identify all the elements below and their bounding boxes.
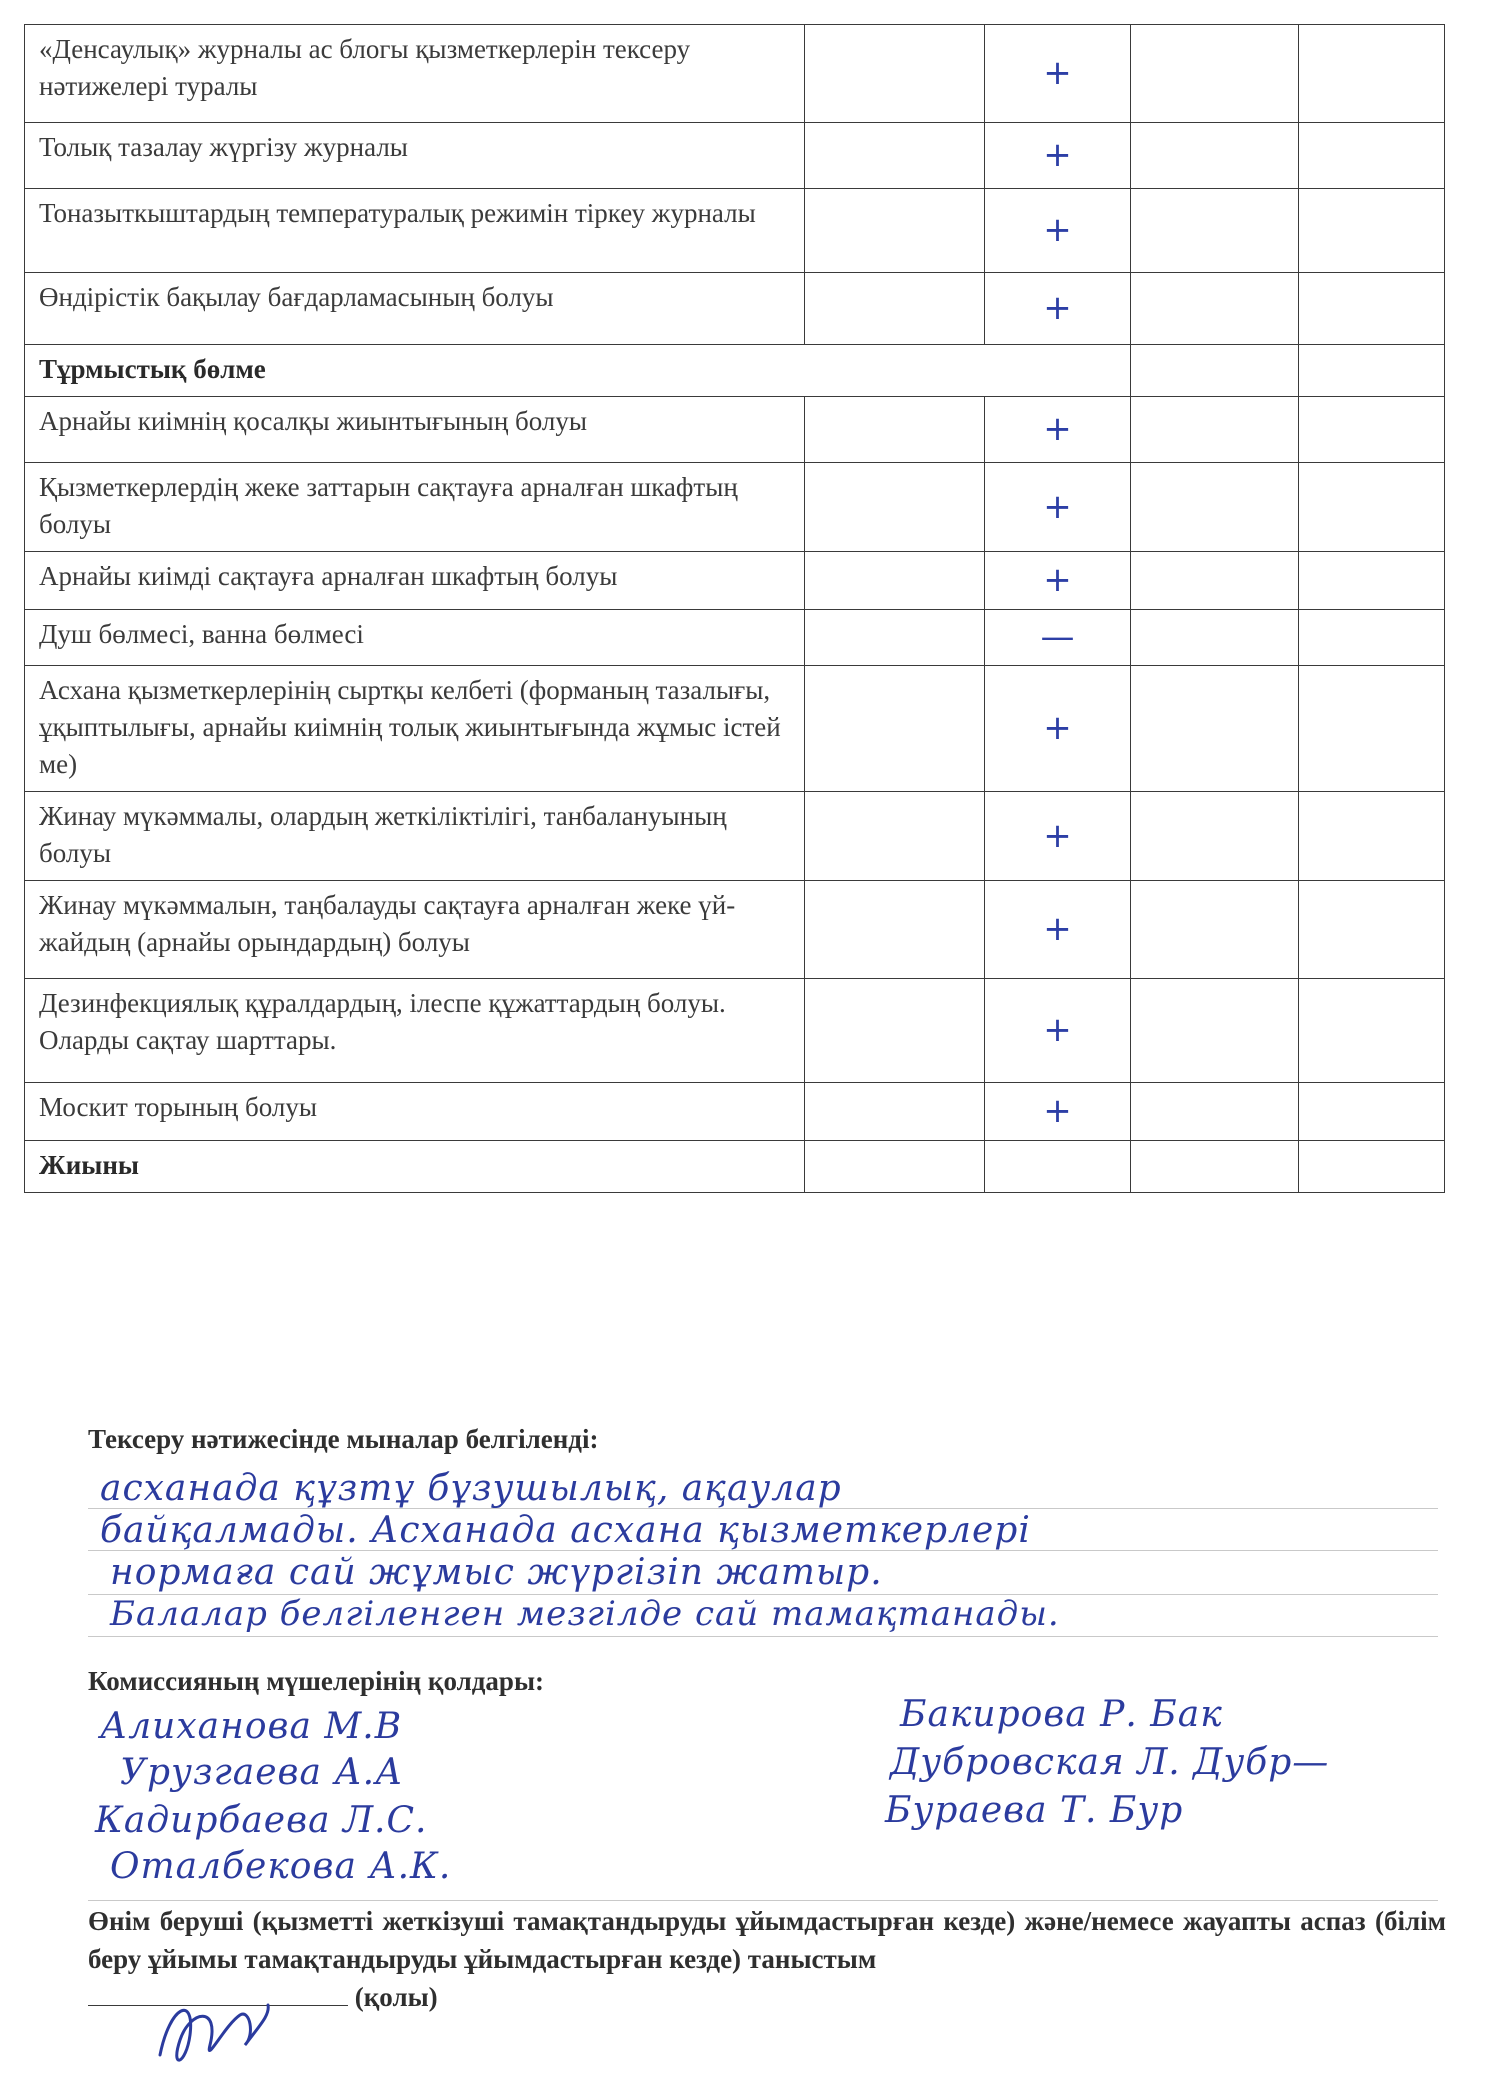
member-signature: Бакирова Р. Бак — [900, 1694, 1223, 1735]
acknowledgement-text — [88, 1902, 1446, 2016]
member-signature: Дубровская Л. Дубр— — [890, 1742, 1330, 1783]
item-label: Толық тазалау жүргізу журналы — [25, 123, 805, 189]
section-label: Тұрмыстық бөлме — [25, 345, 1131, 397]
item-label: Өндірістік бақылау бағдарламасының болуы — [25, 273, 805, 345]
members-title: Комиссияның мүшелерінің қолдары: — [88, 1666, 545, 1696]
empty-cell — [1299, 1083, 1445, 1141]
table-row — [25, 979, 1445, 1083]
empty-cell — [1131, 1083, 1299, 1141]
item-label: Тоназыткыштардың температуралық режимін тіркеу журналы — [25, 189, 805, 273]
check-mark: + — [985, 25, 1131, 123]
empty-cell — [1131, 792, 1299, 881]
item-label: Жинау мүкәммалы, олардың жеткіліктілігі, танбалануының болуы — [25, 792, 805, 881]
empty-cell — [805, 881, 985, 979]
checklist-table — [24, 24, 1445, 1193]
empty-cell — [1131, 1141, 1299, 1193]
check-mark: + — [985, 463, 1131, 552]
handwritten-finding-line: нормаға сай жұмыс жүргізіп жатыр. — [110, 1552, 883, 1593]
empty-cell — [1299, 1141, 1445, 1193]
total-row — [25, 1141, 1445, 1193]
empty-cell — [1299, 345, 1445, 397]
total-label: Жиыны — [25, 1141, 805, 1193]
signature-label: (қолы) — [354, 1982, 438, 2012]
empty-cell — [1299, 610, 1445, 666]
table-row — [25, 189, 1445, 273]
table-row — [25, 273, 1445, 345]
section-row — [25, 345, 1445, 397]
empty-cell — [805, 1083, 985, 1141]
empty-cell — [805, 123, 985, 189]
handwritten-finding-line: асханада құзтұ бұзушылық, ақаулар — [100, 1468, 842, 1509]
item-label: Арнайы киімнің қосалқы жиынтығының болуы — [25, 397, 805, 463]
check-mark: + — [985, 979, 1131, 1083]
member-signature: Алиханова М.В — [100, 1706, 403, 1747]
member-signature: Кадирбаева Л.С. — [95, 1800, 428, 1841]
empty-cell — [1131, 397, 1299, 463]
check-mark: + — [985, 273, 1131, 345]
empty-cell — [1299, 189, 1445, 273]
empty-cell — [805, 666, 985, 792]
member-signature: Бураева Т. Бур — [885, 1790, 1184, 1831]
empty-cell — [1299, 979, 1445, 1083]
empty-cell — [1131, 123, 1299, 189]
check-mark: + — [985, 397, 1131, 463]
table-row — [25, 397, 1445, 463]
empty-cell — [1299, 463, 1445, 552]
check-mark: + — [985, 666, 1131, 792]
check-mark: + — [985, 123, 1131, 189]
table-row — [25, 610, 1445, 666]
table-row — [25, 463, 1445, 552]
empty-cell — [805, 610, 985, 666]
item-label: Қызметкерлердің жеке заттарын сақтауға арналған шкафтың болуы — [25, 463, 805, 552]
member-signature: Урузгаева А.А — [120, 1752, 404, 1793]
item-label: Жинау мүкәммалын, таңбалауды сақтауға арналған жеке үй-жайдың (арнайы орындардың) болуы — [25, 881, 805, 979]
check-mark: — — [985, 610, 1131, 666]
table-row — [25, 552, 1445, 610]
acknowledgement-body: Өнім беруші (қызметті жеткізуші тамақтандыруды ұйымдастырған кезде) және/немесе жауапты аспаз (білім беру ұйымы тамақтандыруды ұйымдастырған кезде) таныстым — [88, 1906, 1446, 1974]
empty-cell — [1131, 610, 1299, 666]
item-label: Асхана қызметкерлерінің сыртқы келбеті (форманың тазалығы, ұқыптылығы, арнайы киімнің толық жиынтығында жұмыс істей ме) — [25, 666, 805, 792]
empty-cell — [805, 552, 985, 610]
check-mark — [985, 1141, 1131, 1193]
empty-cell — [1299, 25, 1445, 123]
empty-cell — [1299, 123, 1445, 189]
empty-cell — [1299, 792, 1445, 881]
member-signature: Оталбекова А.К. — [110, 1846, 452, 1887]
empty-cell — [805, 397, 985, 463]
empty-cell — [805, 189, 985, 273]
table-row — [25, 1083, 1445, 1141]
empty-cell — [1131, 25, 1299, 123]
item-label: «Денсаулық» журналы ас блогы қызметкерлерін тексеру нәтижелері туралы — [25, 25, 805, 123]
handwritten-finding-line: Балалар белгіленген мезгілде сай тамақтанады. — [110, 1594, 1060, 1634]
empty-cell — [1299, 666, 1445, 792]
empty-cell — [1131, 881, 1299, 979]
empty-cell — [1131, 666, 1299, 792]
empty-cell — [805, 1141, 985, 1193]
empty-cell — [1299, 881, 1445, 979]
check-mark: + — [985, 792, 1131, 881]
signature-scribble — [150, 1985, 280, 2075]
table-row — [25, 881, 1445, 979]
empty-cell — [1299, 397, 1445, 463]
empty-cell — [1131, 273, 1299, 345]
table-row — [25, 792, 1445, 881]
item-label: Душ бөлмесі, ванна бөлмесі — [25, 610, 805, 666]
rule-line — [88, 1636, 1438, 1637]
empty-cell — [805, 25, 985, 123]
check-mark: + — [985, 881, 1131, 979]
check-mark: + — [985, 552, 1131, 610]
handwritten-finding-line: байқалмады. Асханада асхана қызметкерлері — [100, 1510, 1031, 1551]
empty-cell — [1299, 552, 1445, 610]
empty-cell — [1131, 979, 1299, 1083]
rule-line — [88, 1900, 1438, 1901]
item-label: Москит торының болуы — [25, 1083, 805, 1141]
table-row — [25, 666, 1445, 792]
empty-cell — [805, 792, 985, 881]
table-row — [25, 25, 1445, 123]
table-row — [25, 123, 1445, 189]
empty-cell — [1131, 552, 1299, 610]
empty-cell — [805, 979, 985, 1083]
empty-cell — [1131, 345, 1299, 397]
findings-title: Тексеру нәтижесінде мыналар белгіленді: — [88, 1424, 599, 1454]
empty-cell — [1299, 273, 1445, 345]
empty-cell — [1131, 189, 1299, 273]
item-label: Дезинфекциялық құралдардың, ілеспе құжаттардың болуы. Оларды сақтау шарттары. — [25, 979, 805, 1083]
item-label: Арнайы киімді сақтауға арналған шкафтың болуы — [25, 552, 805, 610]
empty-cell — [805, 463, 985, 552]
check-mark: + — [985, 1083, 1131, 1141]
empty-cell — [1131, 463, 1299, 552]
check-mark: + — [985, 189, 1131, 273]
empty-cell — [805, 273, 985, 345]
